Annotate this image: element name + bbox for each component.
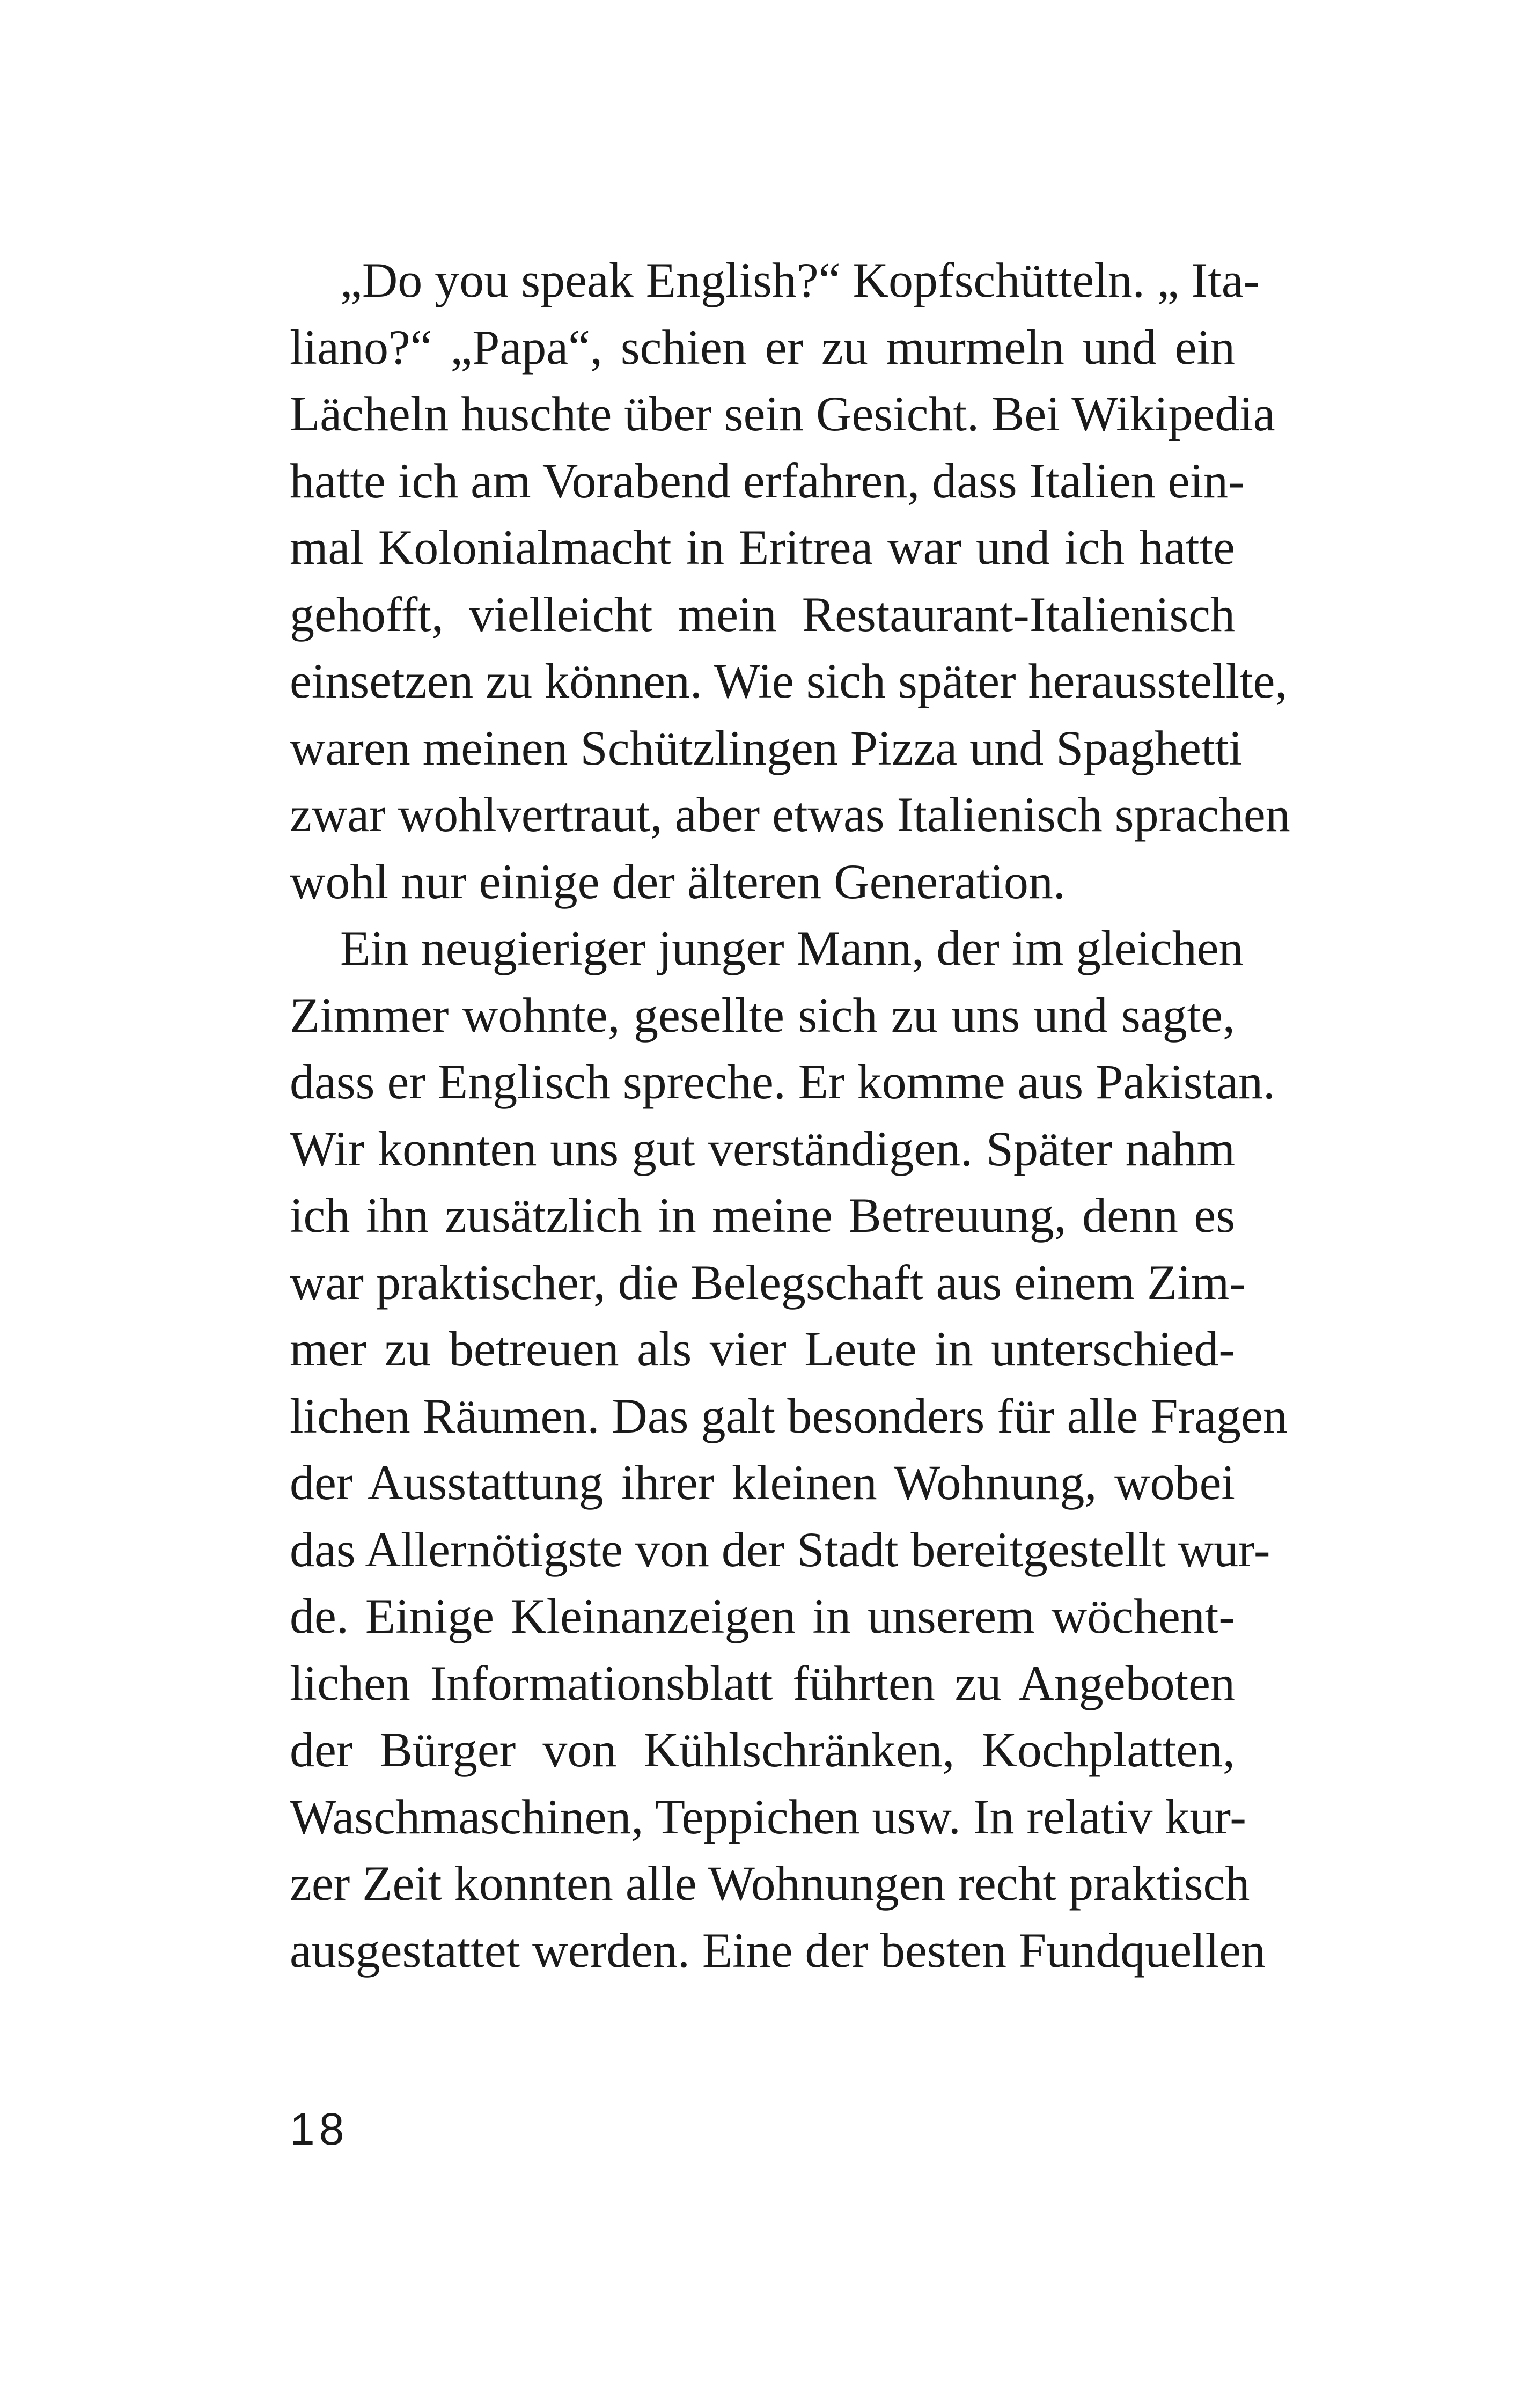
text-line: de. Einige Kleinanzeigen in unserem wöchent-: [290, 1589, 1235, 1643]
text-line: „Do you speak English?“ Kopfschütteln. „ Ita-: [340, 253, 1260, 307]
text-line: ich ihn zusätzlich in meine Betreuung, denn es: [290, 1188, 1235, 1243]
text-line: Wir konnten uns gut verständigen. Später nahm: [290, 1121, 1235, 1176]
page-number: 18: [290, 2104, 349, 2154]
text-line: Zimmer wohnte, gesellte sich zu uns und sagte,: [290, 987, 1235, 1043]
text-line: mer zu betreuen als vier Leute in unterschied-: [290, 1322, 1235, 1376]
text-line: einsetzen zu können. Wie sich später herausstellte,: [290, 654, 1288, 708]
text-line: zer Zeit konnten alle Wohnungen recht praktisch: [290, 1856, 1250, 1911]
text-line: Waschmaschinen, Teppichen usw. In relativ kur-: [290, 1789, 1246, 1844]
text-line: zwar wohlvertraut, aber etwas Italienisch sprachen: [290, 787, 1290, 842]
text-line: der Bürger von Kühlschränken, Kochplatten,: [290, 1722, 1235, 1777]
text-line: mal Kolonialmacht in Eritrea war und ich hatte: [290, 520, 1235, 575]
text-line: dass er Englisch spreche. Er komme aus Pakistan.: [290, 1054, 1275, 1109]
text-line: Lächeln huschte über sein Gesicht. Bei Wikipedia: [290, 386, 1275, 441]
paragraph-1: [290, 247, 1290, 915]
text-line: wohl nur einige der älteren Generation.: [290, 854, 1066, 909]
text-line: gehofft, vielleicht mein Restaurant-Italienisch: [290, 586, 1235, 642]
text-line: lichen Räumen. Das galt besonders für alle Fragen: [290, 1388, 1288, 1443]
paragraph-2: [290, 915, 1288, 1984]
text-line: liano?“ „Papa“, schien er zu murmeln und ein: [290, 319, 1235, 375]
text-line: Ein neugieriger junger Mann, der im gleichen: [340, 921, 1244, 975]
text-line: waren meinen Schützlingen Pizza und Spaghetti: [290, 720, 1243, 775]
body-text: [290, 247, 1290, 1984]
text-line: hatte ich am Vorabend erfahren, dass Italien ein-: [290, 453, 1245, 508]
text-line: war praktischer, die Belegschaft aus einem Zim-: [290, 1254, 1246, 1310]
text-line: ausgestattet werden. Eine der besten Fundquellen: [290, 1922, 1266, 1978]
text-line: das Allernötigste von der Stadt bereitgestellt wur-: [290, 1522, 1270, 1577]
text-line: der Ausstattung ihrer kleinen Wohnung, wobei: [290, 1455, 1235, 1510]
text-line: lichen Informationsblatt führten zu Angeboten: [290, 1655, 1235, 1710]
